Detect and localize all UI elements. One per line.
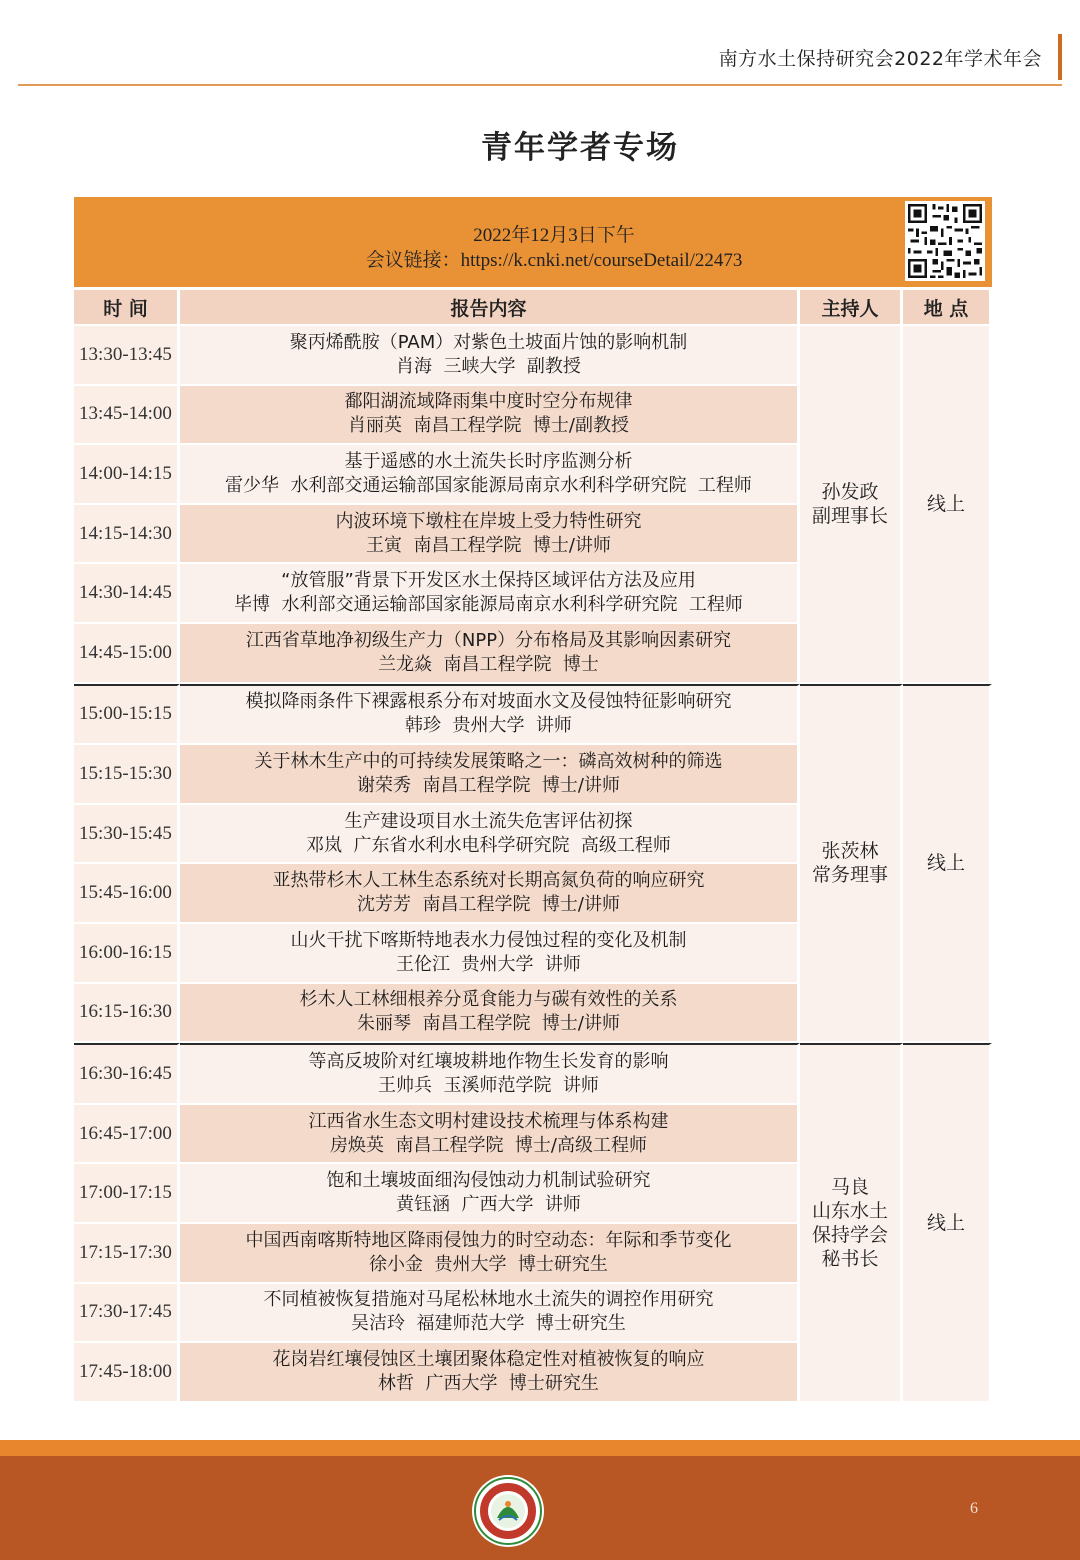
report-content-cell (180, 924, 800, 984)
schedule-body (74, 326, 992, 1403)
host-text: 张茨林 (821, 840, 879, 863)
report-title: 江西省草地净初级生产力（NPP）分布格局及其影响因素研究 (245, 629, 732, 651)
host-text: 副理事长 (811, 504, 888, 527)
report-content-cell (180, 1043, 800, 1105)
time-cell: 16:00-16:15 (74, 924, 180, 984)
footer-accent-band (0, 1440, 1080, 1456)
header-accent-bar (1058, 34, 1062, 80)
report-title: 山火干扰下喀斯特地表水力侵蚀过程的变化及机制 (290, 929, 687, 951)
report-title: 生产建设项目水土流失危害评估初探 (344, 810, 633, 832)
session-banner (74, 197, 992, 287)
page-number: 6 (970, 1500, 978, 1517)
report-speaker: 朱丽琴 南昌工程学院 博士/讲师 (357, 1013, 620, 1035)
schedule-table (74, 290, 992, 1403)
meeting-link[interactable]: 会议链接：https://k.cnki.net/courseDetail/22473 (365, 250, 743, 271)
time-cell: 16:45-17:00 (74, 1105, 180, 1165)
host-text: 保持学会 (811, 1223, 888, 1246)
time-cell: 15:15-15:30 (74, 745, 180, 805)
report-speaker: 肖丽英 南昌工程学院 博士/副教授 (348, 415, 629, 437)
host-text: 马良 (830, 1175, 869, 1198)
header-content: 报告内容 (180, 290, 800, 326)
report-title: 关于林木生产中的可持续发展策略之一：磷高效树种的筛选 (254, 750, 723, 772)
location-cell: 线上 (903, 1043, 992, 1403)
time-cell: 15:00-15:15 (74, 684, 180, 746)
time-cell: 14:30-14:45 (74, 564, 180, 624)
report-speaker: 沈芳芳 南昌工程学院 博士/讲师 (357, 894, 620, 916)
host-cell (800, 684, 903, 1044)
report-content-cell (180, 805, 800, 865)
time-cell: 17:30-17:45 (74, 1284, 180, 1344)
report-speaker: 房焕英 南昌工程学院 博士/高级工程师 (330, 1134, 647, 1156)
report-title: 聚丙烯酰胺（PAM）对紫色土坡面片蚀的影响机制 (289, 331, 688, 353)
table-header-row (74, 290, 992, 326)
report-speaker: 王伦江 贵州大学 讲师 (396, 953, 581, 975)
report-speaker: 兰龙焱 南昌工程学院 博士 (378, 653, 599, 675)
report-speaker: 邓岚 广东省水利水电科学研究院 高级工程师 (306, 834, 671, 856)
report-title: 内波环境下墩柱在岸坡上受力特性研究 (335, 510, 642, 532)
report-title: 饱和土壤坡面细沟侵蚀动力机制试验研究 (326, 1170, 651, 1192)
location-cell: 线上 (903, 326, 992, 684)
time-cell: 13:30-13:45 (74, 326, 180, 386)
time-cell: 16:30-16:45 (74, 1043, 180, 1105)
host-cell (800, 326, 903, 684)
header-location: 地 点 (903, 290, 992, 326)
report-title: “放管服”背景下开发区水土保持区域评估方法及应用 (281, 570, 696, 592)
time-cell: 16:15-16:30 (74, 984, 180, 1044)
table-row (74, 1043, 992, 1105)
report-speaker: 徐小金 贵州大学 博士研究生 (369, 1253, 608, 1275)
report-speaker: 王帅兵 玉溪师范学院 讲师 (378, 1074, 599, 1096)
report-speaker: 吴洁玲 福建师范大学 博士研究生 (351, 1313, 626, 1335)
report-title: 基于遥感的水土流失长时序监测分析 (344, 450, 633, 472)
page-title: 青年学者专场 (481, 130, 679, 166)
report-title: 鄱阳湖流域降雨集中度时空分布规律 (344, 391, 633, 413)
report-speaker: 毕博 水利部交通运输部国家能源局南京水利科学研究院 工程师 (234, 594, 743, 616)
report-content-cell (180, 445, 800, 505)
host-text: 常务理事 (811, 864, 888, 887)
report-speaker: 雷少华 水利部交通运输部国家能源局南京水利科学研究院 工程师 (225, 474, 752, 496)
host-text: 秘书长 (821, 1247, 879, 1270)
report-title: 中国西南喀斯特地区降雨侵蚀力的时空动态：年际和季节变化 (245, 1229, 732, 1251)
report-content-cell (180, 505, 800, 565)
report-content-cell (180, 1284, 800, 1344)
time-cell: 15:30-15:45 (74, 805, 180, 865)
report-content-cell (180, 1164, 800, 1224)
report-speaker: 肖海 三峡大学 副教授 (396, 355, 581, 377)
time-cell: 14:00-14:15 (74, 445, 180, 505)
time-cell: 17:15-17:30 (74, 1224, 180, 1284)
host-text: 孙发政 (821, 480, 879, 503)
report-content-cell (180, 984, 800, 1044)
report-speaker: 林哲 广西大学 博士研究生 (378, 1372, 599, 1394)
society-logo-icon (471, 1474, 545, 1548)
report-title: 模拟降雨条件下裸露根系分布对坡面水文及侵蚀特征影响研究 (245, 691, 732, 713)
time-cell: 17:45-18:00 (74, 1343, 180, 1403)
host-cell (800, 1043, 903, 1403)
report-content-cell (180, 326, 800, 386)
report-content-cell (180, 684, 800, 746)
report-speaker: 黄钰涵 广西大学 讲师 (396, 1194, 581, 1216)
qr-code-icon (905, 201, 985, 281)
header-divider (18, 84, 1062, 86)
report-content-cell (180, 1105, 800, 1165)
report-content-cell (180, 564, 800, 624)
time-cell: 14:45-15:00 (74, 624, 180, 684)
report-speaker: 王寅 南昌工程学院 博士/讲师 (366, 534, 611, 556)
report-content-cell (180, 1224, 800, 1284)
header-time: 时 间 (74, 290, 180, 326)
report-content-cell (180, 745, 800, 805)
report-title: 杉木人工林细根养分觅食能力与碳有效性的关系 (299, 989, 678, 1011)
report-title: 不同植被恢复措施对马尾松林地水土流失的调控作用研究 (263, 1289, 714, 1311)
time-cell: 17:00-17:15 (74, 1164, 180, 1224)
table-row (74, 684, 992, 746)
report-title: 等高反坡阶对红壤坡耕地作物生长发育的影响 (308, 1050, 669, 1072)
report-content-cell (180, 624, 800, 684)
session-date: 2022年12月3日下午 (473, 225, 635, 246)
time-cell: 13:45-14:00 (74, 386, 180, 446)
header-title: 南方水土保持研究会2022年学术年会 (718, 48, 1042, 70)
report-content-cell (180, 386, 800, 446)
header-host: 主持人 (800, 290, 903, 326)
report-title: 花岗岩红壤侵蚀区土壤团聚体稳定性对植被恢复的响应 (272, 1348, 705, 1370)
report-content-cell (180, 864, 800, 924)
report-content-cell (180, 1343, 800, 1403)
report-speaker: 谢荣秀 南昌工程学院 博士/讲师 (357, 774, 620, 796)
time-cell: 14:15-14:30 (74, 505, 180, 565)
host-text: 山东水土 (811, 1199, 888, 1222)
report-title: 江西省水生态文明村建设技术梳理与体系构建 (308, 1110, 669, 1132)
report-title: 亚热带杉木人工林生态系统对长期高氮负荷的响应研究 (272, 870, 705, 892)
time-cell: 15:45-16:00 (74, 864, 180, 924)
location-cell: 线上 (903, 684, 992, 1044)
report-speaker: 韩珍 贵州大学 讲师 (405, 715, 572, 737)
table-row (74, 326, 992, 386)
